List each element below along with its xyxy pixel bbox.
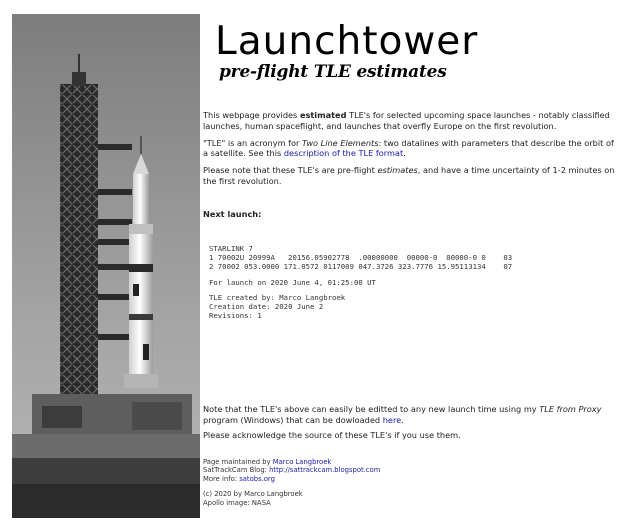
edit-note [203,404,618,425]
site-title: Launchtower [215,19,479,64]
program-name: TLE from Proxy [539,404,602,414]
satobs-link[interactable]: satobs.org [239,474,275,483]
intro-text: Please note that these TLE's are pre-flight [203,165,378,176]
tle-revisions: Revisions: 1 [209,310,262,320]
intro-text: . [403,148,406,159]
download-link[interactable]: here [382,414,402,425]
tle-format-link[interactable]: description of the TLE format [283,148,404,159]
main-content [203,110,618,328]
blog-link[interactable]: http://sattrackcam.blogspot.com [269,466,381,475]
footer-text: More info: [203,474,240,483]
tle-line-1: 1 70002U 20999A 20156.05902778 .00000000 00000-0 00000-0 0 03 [209,252,513,262]
intro-text: "TLE" is an acronym for [203,137,303,148]
intro-text: TLE's for selected upcoming space launches - notably classified launches, human spaceflight, and launches that overfly Europe on the first revolution. [203,110,610,131]
intro-bold-text: estimated [299,110,347,120]
page-footer [203,458,503,514]
next-launch-label: Next launch: [203,208,262,219]
acknowledge-note: Please acknowledge the source of these TLE's if you use them. [203,430,461,441]
intro-text: : two datalines with parameters that describe the orbit of a satellite. See this [203,137,614,159]
intro-text: , and have a time uncertainty of 1-2 minutes on the first revolution. [203,165,615,186]
launch-time-block [203,279,618,288]
note-text: program (Windows) that can be dowloaded [203,414,383,425]
note-text: Note that the TLE's above can easily be editted to any new launch time using my [203,404,540,414]
intro-italic-text: Two Line Elements [302,137,379,148]
footer-links [203,458,503,483]
footer-text: Page maintained by [203,458,273,466]
footer-text: SatTrackCam Blog: [203,466,270,475]
intro-paragraph-1 [203,110,618,131]
launch-tower-photo [12,14,200,518]
tle-line-2: 2 70002 053.0000 171.0572 0117009 047.3726 323.7776 15.95113134 07 [209,261,513,271]
note-text: . [401,414,404,425]
launch-time: For launch on 2020 June 4, 01:25:00 UT [209,277,376,287]
site-banner [215,20,505,92]
tle-creation-date: Creation date: 2020 June 2 [209,302,324,312]
intro-paragraph-3 [203,165,618,186]
site-subtitle: pre-flight TLE estimates [219,62,447,82]
tle-created-by: TLE created by: Marco Langbroek [209,293,346,303]
usage-notes [203,404,618,446]
copyright: (c) 2020 by Marco Langbroek [203,490,303,499]
tle-block [203,245,618,271]
author-link[interactable]: Marco Langbroek [272,458,332,466]
tle-name: STARLINK 7 [209,244,253,254]
footer-credits [203,490,503,507]
image-credit: Apollo image: NASA [203,498,271,507]
intro-text: This webpage provides [203,110,300,120]
intro-paragraph-2 [203,138,618,159]
intro-italic-text: estimates [377,165,418,176]
tle-meta-block [203,294,618,320]
